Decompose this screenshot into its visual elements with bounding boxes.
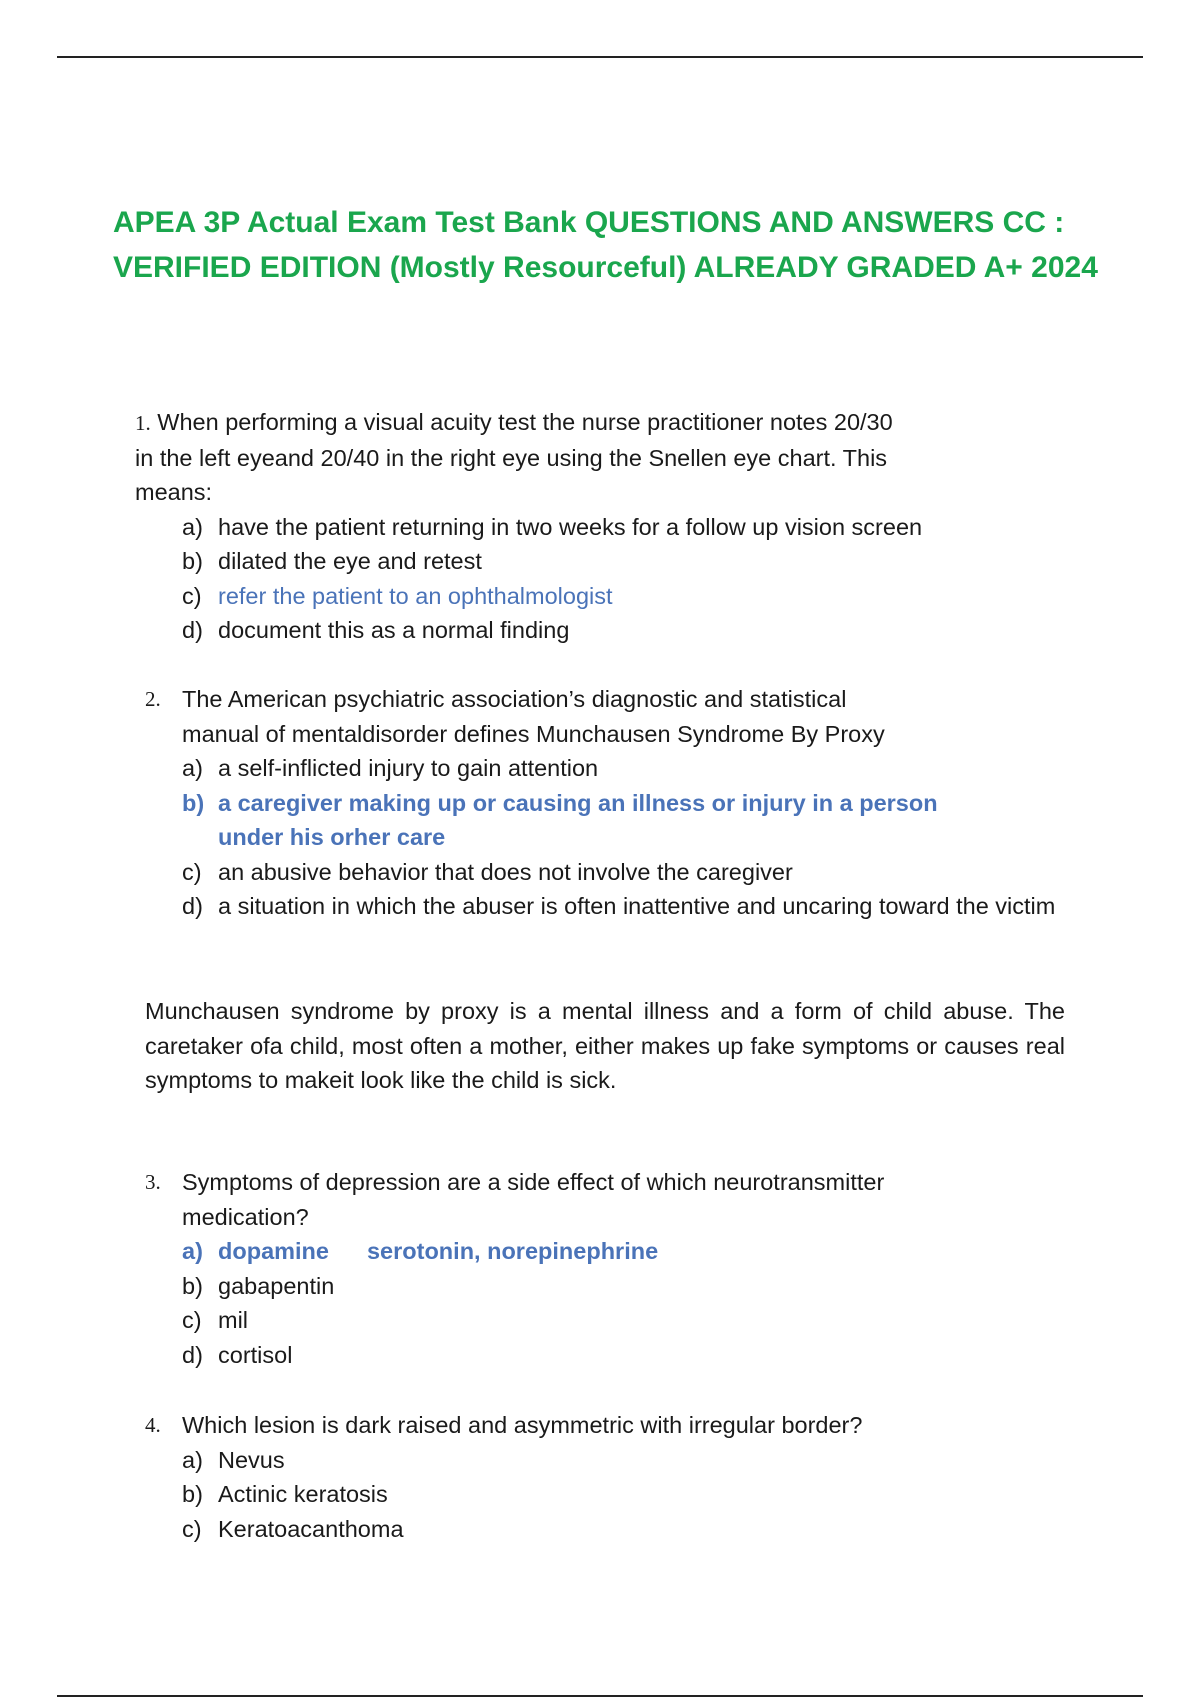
question-3-number: 3. xyxy=(145,1170,161,1194)
question-2-number: 2. xyxy=(145,687,161,711)
question-1-options xyxy=(182,510,1095,648)
question-1-option-c-answer: c) refer the patient to an ophthalmologist xyxy=(182,582,613,609)
question-4-number: 4. xyxy=(145,1413,161,1437)
question-2-explanation: Munchausen syndrome by proxy is a mental illness and a form of child abuse. The caretaker ofa child, most often a mother, either makes up fake symptoms or causes real symptoms to makeit look like the child is sick. xyxy=(145,998,1065,1093)
question-1-option-b: b) dilated the eye and retest xyxy=(182,548,482,574)
question-1-line-2: in the left eyeand 20/40 in the right eye using the Snellen eye chart. This xyxy=(135,444,888,471)
question-2-options xyxy=(182,751,1082,924)
question-1-option-a: a) have the patient returning in two weeks for a follow up vision screen xyxy=(182,513,923,540)
question-1-line-1: 1. When performing a visual acuity test the nurse practitioner notes 20/30 xyxy=(135,409,893,435)
question-2-option-b-answer: b) a caregiver making up or causing an illness or injury in a person under his orher care xyxy=(182,789,938,850)
top-divider xyxy=(57,56,1143,58)
question-4-option-a: a) Nevus xyxy=(182,1446,285,1473)
question-4 xyxy=(145,1408,1105,1546)
question-3-option-a-answer: a) dopamine serotonin, norepinephrine xyxy=(182,1238,659,1264)
question-3-line-2: medication? xyxy=(182,1203,309,1230)
question-4-options xyxy=(182,1443,1105,1547)
question-4-option-b: b) Actinic keratosis xyxy=(182,1481,388,1507)
question-3 xyxy=(145,1165,1105,1372)
question-2-option-a: a) a self-inflicted injury to gain attention xyxy=(182,755,599,781)
question-1-number: 1. xyxy=(135,411,151,435)
question-1-option-d: d) document this as a normal finding xyxy=(182,617,570,643)
question-3-option-b: b) gabapentin xyxy=(182,1272,335,1299)
question-4-option-c: c) Keratoacanthoma xyxy=(182,1515,404,1542)
question-3-answer-note: serotonin, norepinephrine xyxy=(366,1238,659,1264)
question-3-line-1: 3. Symptoms of depression are a side effect of which neurotransmitter xyxy=(145,1165,1105,1200)
document-title: APEA 3P Actual Exam Test Bank QUESTIONS AND ANSWERS CC : VERIFIED EDITION (Mostly Resourceful) ALREADY GRADED A+ 2024 xyxy=(113,206,1098,284)
question-2-option-d: d) a situation in which the abuser is often inattentive and uncaring toward the victim xyxy=(182,893,1056,919)
question-3-option-d: d) cortisol xyxy=(182,1341,293,1368)
question-1 xyxy=(135,405,1095,648)
bottom-divider xyxy=(57,1695,1143,1697)
question-4-line-1: 4. Which lesion is dark raised and asymmetric with irregular border? xyxy=(145,1408,1105,1443)
question-3-option-c: c) mil xyxy=(182,1307,249,1333)
question-2-option-c: c) an abusive behavior that does not involve the caregiver xyxy=(182,858,793,885)
question-3-options xyxy=(182,1234,1105,1372)
question-2-line-2: manual of mentaldisorder defines Munchausen Syndrome By Proxy xyxy=(182,720,885,747)
question-2-line-1: 2. The American psychiatric association’s diagnostic and statistical xyxy=(145,682,1105,717)
question-1-line-3: means: xyxy=(135,479,213,505)
question-2 xyxy=(145,682,1105,924)
